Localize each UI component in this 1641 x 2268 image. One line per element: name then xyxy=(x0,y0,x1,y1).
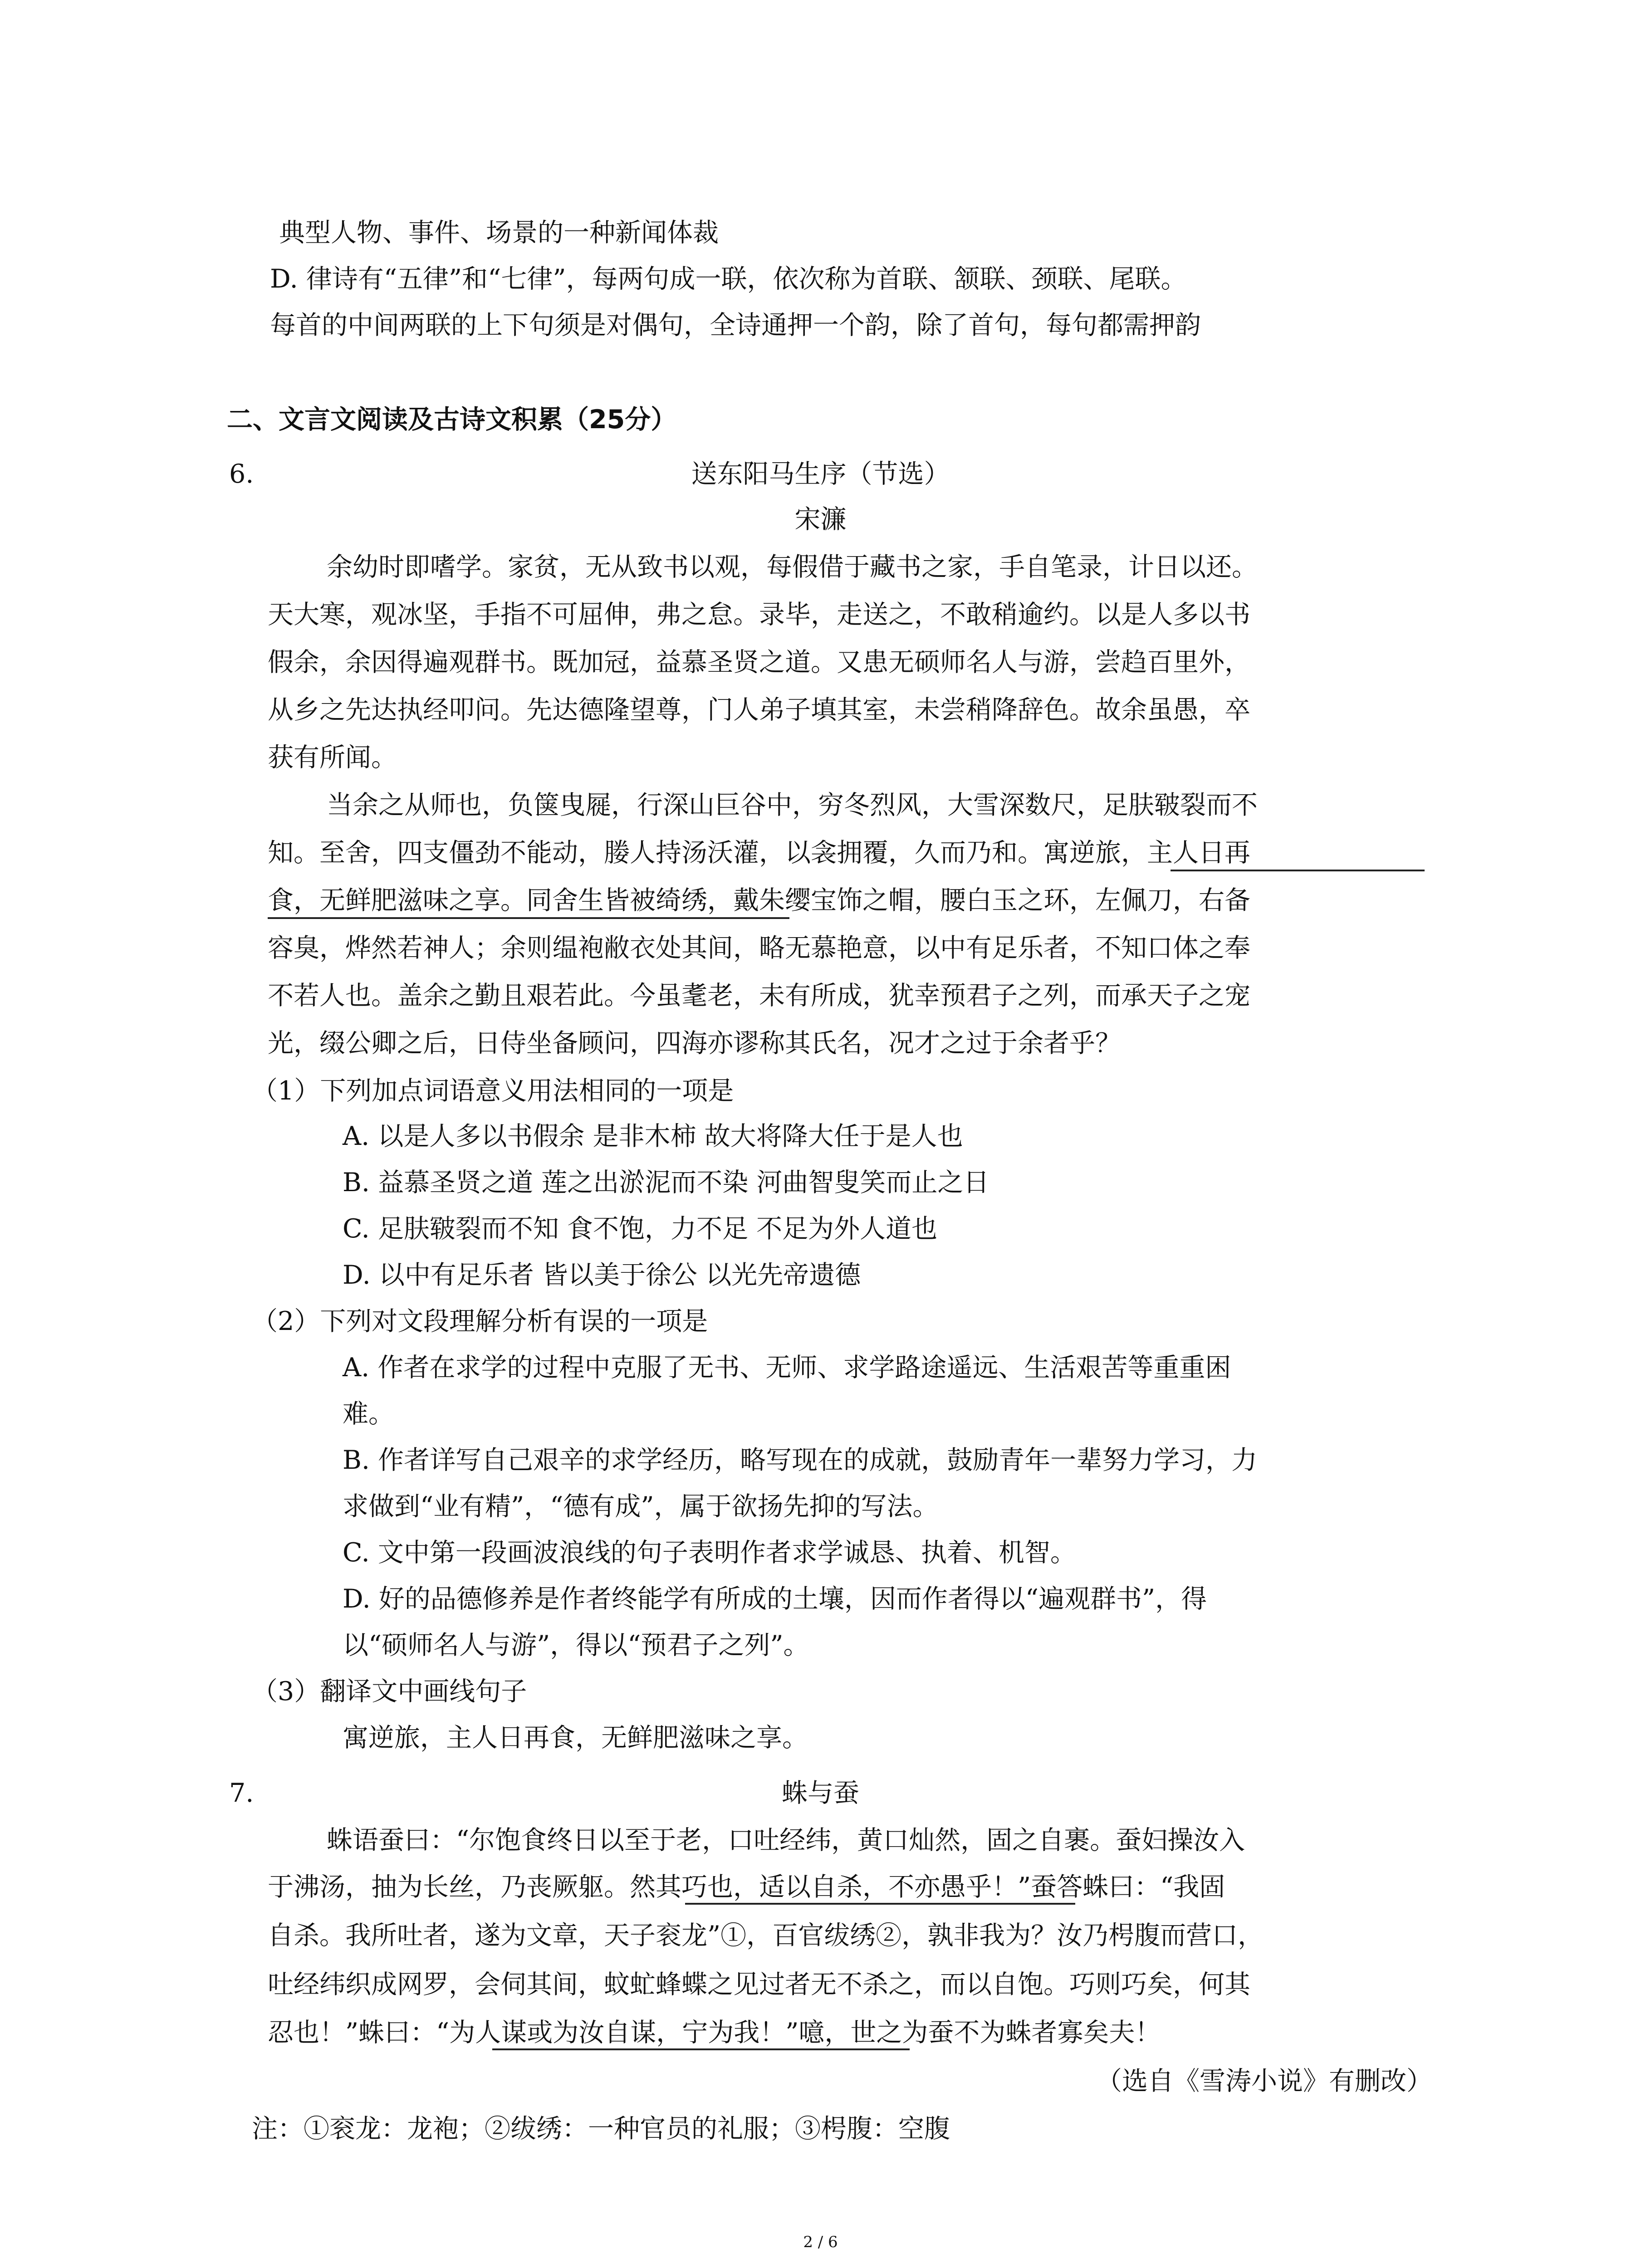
q6-sub3-sentence: 寓逆旅，主人日再食，无鲜肥滋味之享。 xyxy=(343,1723,808,1753)
q6-sub1-option-b: B. 益慕圣贤之道 莲之出淤泥而不染 河曲智叟笑而止之日 xyxy=(343,1168,989,1198)
q6-sub2-line-7: 以“硕师名人与游”，得以“预君子之列”。 xyxy=(343,1630,809,1660)
q7-underline-2 xyxy=(492,2048,910,2050)
q6-p1-line-1: 余幼时即嗜学。家贫，无从致书以观，每假借于藏书之家，手自笔录，计日以还。 xyxy=(327,552,1258,582)
q6-title: 送东阳马生序（节选） xyxy=(691,459,950,489)
q6-p2-line-6: 光，缀公卿之后，日侍坐备顾问，四海亦谬称其氏名，况才之过于余者乎？ xyxy=(268,1028,1121,1058)
q6-sub2-line-5: C. 文中第一段画波浪线的句子表明作者求学诚恳、执着、机智。 xyxy=(343,1538,1076,1568)
prev-line-1: 典型人物、事件、场景的一种新闻体裁 xyxy=(279,218,719,248)
q6-sub1-stem: （1）下列加点词语意义用法相同的一项是 xyxy=(252,1076,734,1106)
q6-p2-line-3: 食，无鲜肥滋味之享。同舍生皆被绮绣，戴朱缨宝饰之帽，腰白玉之环，左佩刀，右备 xyxy=(268,885,1250,915)
q6-sub2-line-3: B. 作者详写自己艰辛的求学经历，略写现在的成就，鼓励青年一辈努力学习，力 xyxy=(343,1445,1258,1475)
q7-line-2: 于沸汤，抽为长丝，乃丧厥躯。然其巧也，适以自杀，不亦愚乎！”蚕答蛛曰：“我固 xyxy=(268,1872,1225,1902)
q6-sub1-option-c: C. 足肤皲裂而不知 食不饱，力不足 不足为外人道也 xyxy=(343,1214,938,1244)
q6-sub2-line-6: D. 好的品德修养是作者终能学有所成的土壤，因而作者得以“遍观群书”，得 xyxy=(343,1584,1207,1614)
q7-line-1: 蛛语蚕曰：“尔饱食终日以至于老，口吐经纬，黄口灿然，固之自裹。蚕妇操汝入 xyxy=(327,1825,1245,1855)
q6-sub2-line-2: 难。 xyxy=(343,1399,394,1429)
q6-sub2-line-4: 求做到“业有精”，“德有成”，属于欲扬先抑的写法。 xyxy=(343,1491,939,1521)
q6-number: 6. xyxy=(229,459,254,489)
section-heading: 二、文言文阅读及古诗文积累（25分） xyxy=(227,405,677,435)
q7-line-3: 自杀。我所吐者，遂为文章，天子衮龙”①，百官绂绣②，孰非我为？汝乃枵腹而营口， xyxy=(268,1921,1264,1950)
q6-p2-line-5: 不若人也。盖余之勤且艰若此。今虽耄老，未有所成，犹幸预君子之列，而承天子之宠 xyxy=(268,981,1250,1011)
q7-note: 注：①衮龙：龙袍；②绂绣：一种官员的礼服；③枵腹：空腹 xyxy=(252,2114,950,2144)
q7-source: （选自《雪涛小说》有删改） xyxy=(1096,2066,1432,2096)
page-number: 2 / 6 xyxy=(803,2233,838,2251)
translate-underline-2 xyxy=(268,917,789,919)
q7-title: 蛛与蚕 xyxy=(782,1778,859,1808)
q6-sub2-line-1: A. 作者在求学的过程中克服了无书、无师、求学路途遥远、生活艰苦等重重困 xyxy=(343,1353,1231,1383)
q7-number: 7. xyxy=(229,1778,254,1808)
q6-sub3-stem: （3）翻译文中画线句子 xyxy=(252,1677,527,1706)
q6-sub1-option-d: D. 以中有足乐者 皆以美于徐公 以光先帝遗德 xyxy=(343,1260,861,1290)
q6-sub2-stem: （2）下列对文段理解分析有误的一项是 xyxy=(252,1306,708,1336)
prev-line-3: 每首的中间两联的上下句须是对偶句，全诗通押一个韵，除了首句，每句都需押韵 xyxy=(270,310,1201,340)
q7-underline-1 xyxy=(685,1903,1075,1905)
q6-author: 宋濂 xyxy=(794,504,847,534)
prev-line-2: D. 律诗有“五律”和“七律”，每两句成一联，依次称为首联、颔联、颈联、尾联。 xyxy=(270,264,1187,294)
q6-sub1-option-a: A. 以是人多以书假余 是非木柿 故大将降大任于是人也 xyxy=(343,1121,963,1151)
wavy-underline xyxy=(327,582,1416,588)
q6-p1-line-5: 获有所闻。 xyxy=(268,743,397,772)
q6-p2-line-2: 知。至舍，四支僵劲不能动，媵人持汤沃灌，以衾拥覆，久而乃和。寓逆旅，主人日再 xyxy=(268,838,1250,868)
q6-p2-line-1: 当余之从师也，负箧曳屣，行深山巨谷中，穷冬烈风，大雪深数尺，足肤皲裂而不 xyxy=(327,790,1258,820)
q6-p1-line-2: 天大寒，观冰坚，手指不可屈伸，弗之怠。录毕，走送之，不敢稍逾约。以是人多以书 xyxy=(268,600,1250,630)
translate-underline-1 xyxy=(1171,870,1425,871)
q6-p1-line-4: 从乡之先达执经叩问。先达德隆望尊，门人弟子填其室，未尝稍降辞色。故余虽愚，卒 xyxy=(268,695,1250,725)
q7-line-4: 吐经纬织成网罗，会伺其间，蚊虻蜂蝶之见过者无不杀之，而以自饱。巧则巧矣，何其 xyxy=(268,1970,1250,1999)
q7-line-5: 忍也！”蛛曰：“为人谋或为汝自谋，宁为我！”噫，世之为蚕不为蛛者寡矣夫！ xyxy=(268,2018,1161,2048)
q6-p1-line-3: 假余，余因得遍观群书。既加冠，益慕圣贤之道。又患无硕师名人与游，尝趋百里外， xyxy=(268,647,1250,677)
q6-p2-line-4: 容臭，烨然若神人；余则缊袍敝衣处其间，略无慕艳意，以中有足乐者，不知口体之奉 xyxy=(268,933,1250,963)
